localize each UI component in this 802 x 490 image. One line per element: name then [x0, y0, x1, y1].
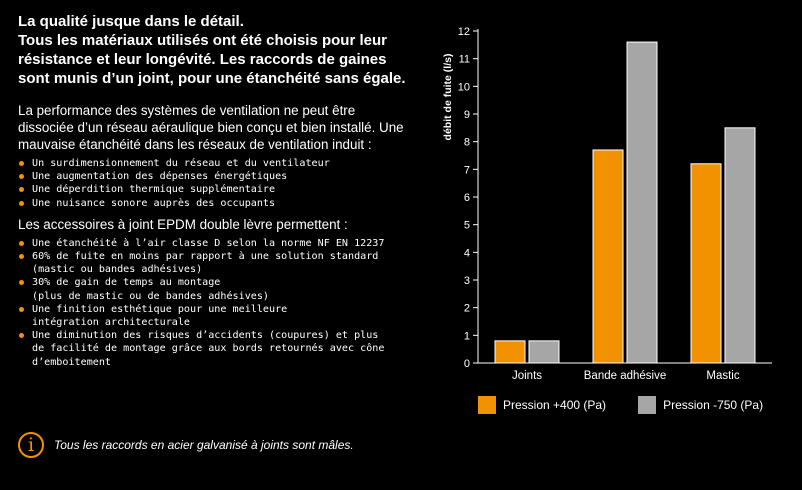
- bullet-icon: [19, 307, 24, 312]
- legend-label: Pression +400 (Pa): [503, 398, 607, 412]
- list-item: Une étanchéité à l’air classe D selon la norme NF EN 12237: [18, 237, 413, 250]
- bar-pression-minus-750: [627, 42, 657, 363]
- list-item: 30% de gain de temps au montage (plus de mastic ou de bandes adhésives): [18, 276, 413, 302]
- bullet-icon: [19, 201, 24, 206]
- leak-rate-chart: [420, 0, 802, 392]
- bar-pression-minus-750: [529, 341, 559, 363]
- intro-paragraph: La performance des systèmes de ventilation ne peut être dissociée d’un réseau aéraulique bien conçu et bien installé. Une mauvaise étanchéité dans les réseaux de ventilation induit :: [18, 103, 404, 152]
- note-text: Tous les raccords en acier galvanisé à joints sont mâles.: [54, 438, 354, 452]
- y-tick-label: 0: [463, 358, 470, 370]
- y-tick-label: 12: [457, 26, 470, 38]
- list-item: Une augmentation des dépenses énergétiques: [18, 170, 413, 183]
- bullet-icon: [19, 254, 24, 259]
- legend-item-series-2: [638, 396, 763, 414]
- accessories-title: Les accessoires à joint EPDM double lèvre permettent :: [18, 216, 348, 232]
- list-item: Un surdimensionnement du réseau et du ventilateur: [18, 157, 413, 170]
- list-item: Une finition esthétique pour une meilleure intégration architecturale: [18, 303, 413, 329]
- y-tick-label: 6: [463, 192, 470, 204]
- bar-pression-plus-400: [495, 341, 525, 363]
- list-item: Une nuisance sonore auprès des occupants: [18, 197, 413, 210]
- headline: La qualité jusque dans le détail. Tous les matériaux utilisés ont été choisis pour leur résistance et leur longévité. Les raccords de gaines sont munis d’un joint, pour une étanchéité sans égale.: [18, 13, 406, 87]
- benefits-list: [18, 237, 413, 369]
- chart-legend: [478, 396, 795, 414]
- bullet-icon: [19, 333, 24, 338]
- chart-canvas: [420, 0, 802, 392]
- y-tick-label: 3: [463, 275, 470, 287]
- y-tick-label: 5: [463, 219, 470, 232]
- bullet-icon: [19, 174, 24, 179]
- bullet-icon: [19, 280, 24, 285]
- bullet-icon: [19, 241, 24, 246]
- y-tick-label: 1: [463, 330, 470, 343]
- list-item: 60% de fuite en moins par rapport à une solution standard (mastic ou bandes adhésives): [18, 250, 413, 276]
- bar-pression-minus-750: [725, 128, 755, 363]
- x-tick-label: Bande adhésive: [583, 370, 667, 382]
- legend-item-series-1: [478, 396, 606, 414]
- y-tick-label: 10: [457, 81, 470, 94]
- legend-label: Pression -750 (Pa): [663, 398, 764, 412]
- y-tick-label: 7: [463, 164, 470, 177]
- problems-list: [18, 157, 413, 210]
- y-axis-label: débit de fuite (l/s): [442, 53, 454, 141]
- note: [18, 432, 354, 458]
- y-tick-label: 9: [463, 109, 470, 121]
- y-tick-label: 8: [463, 136, 470, 149]
- legend-swatch: [478, 396, 496, 414]
- x-tick-label: Mastic: [706, 370, 740, 382]
- bullet-icon: [19, 161, 24, 166]
- description-panel: [18, 12, 413, 369]
- y-tick-label: 11: [458, 53, 470, 66]
- x-tick-label: Joints: [511, 370, 543, 382]
- bullet-icon: [19, 187, 24, 192]
- y-tick-label: 4: [463, 247, 470, 260]
- bar-pression-plus-400: [593, 150, 623, 363]
- bar-pression-plus-400: [691, 164, 721, 363]
- y-tick-label: 2: [463, 302, 470, 315]
- info-icon: i: [18, 432, 44, 458]
- list-item: Une déperdition thermique supplémentaire: [18, 183, 413, 196]
- legend-swatch: [638, 396, 656, 414]
- list-item: Une diminution des risques d’accidents (coupures) et plus de facilité de montage grâce aux bords retournés avec cône d’emboitement: [18, 329, 413, 369]
